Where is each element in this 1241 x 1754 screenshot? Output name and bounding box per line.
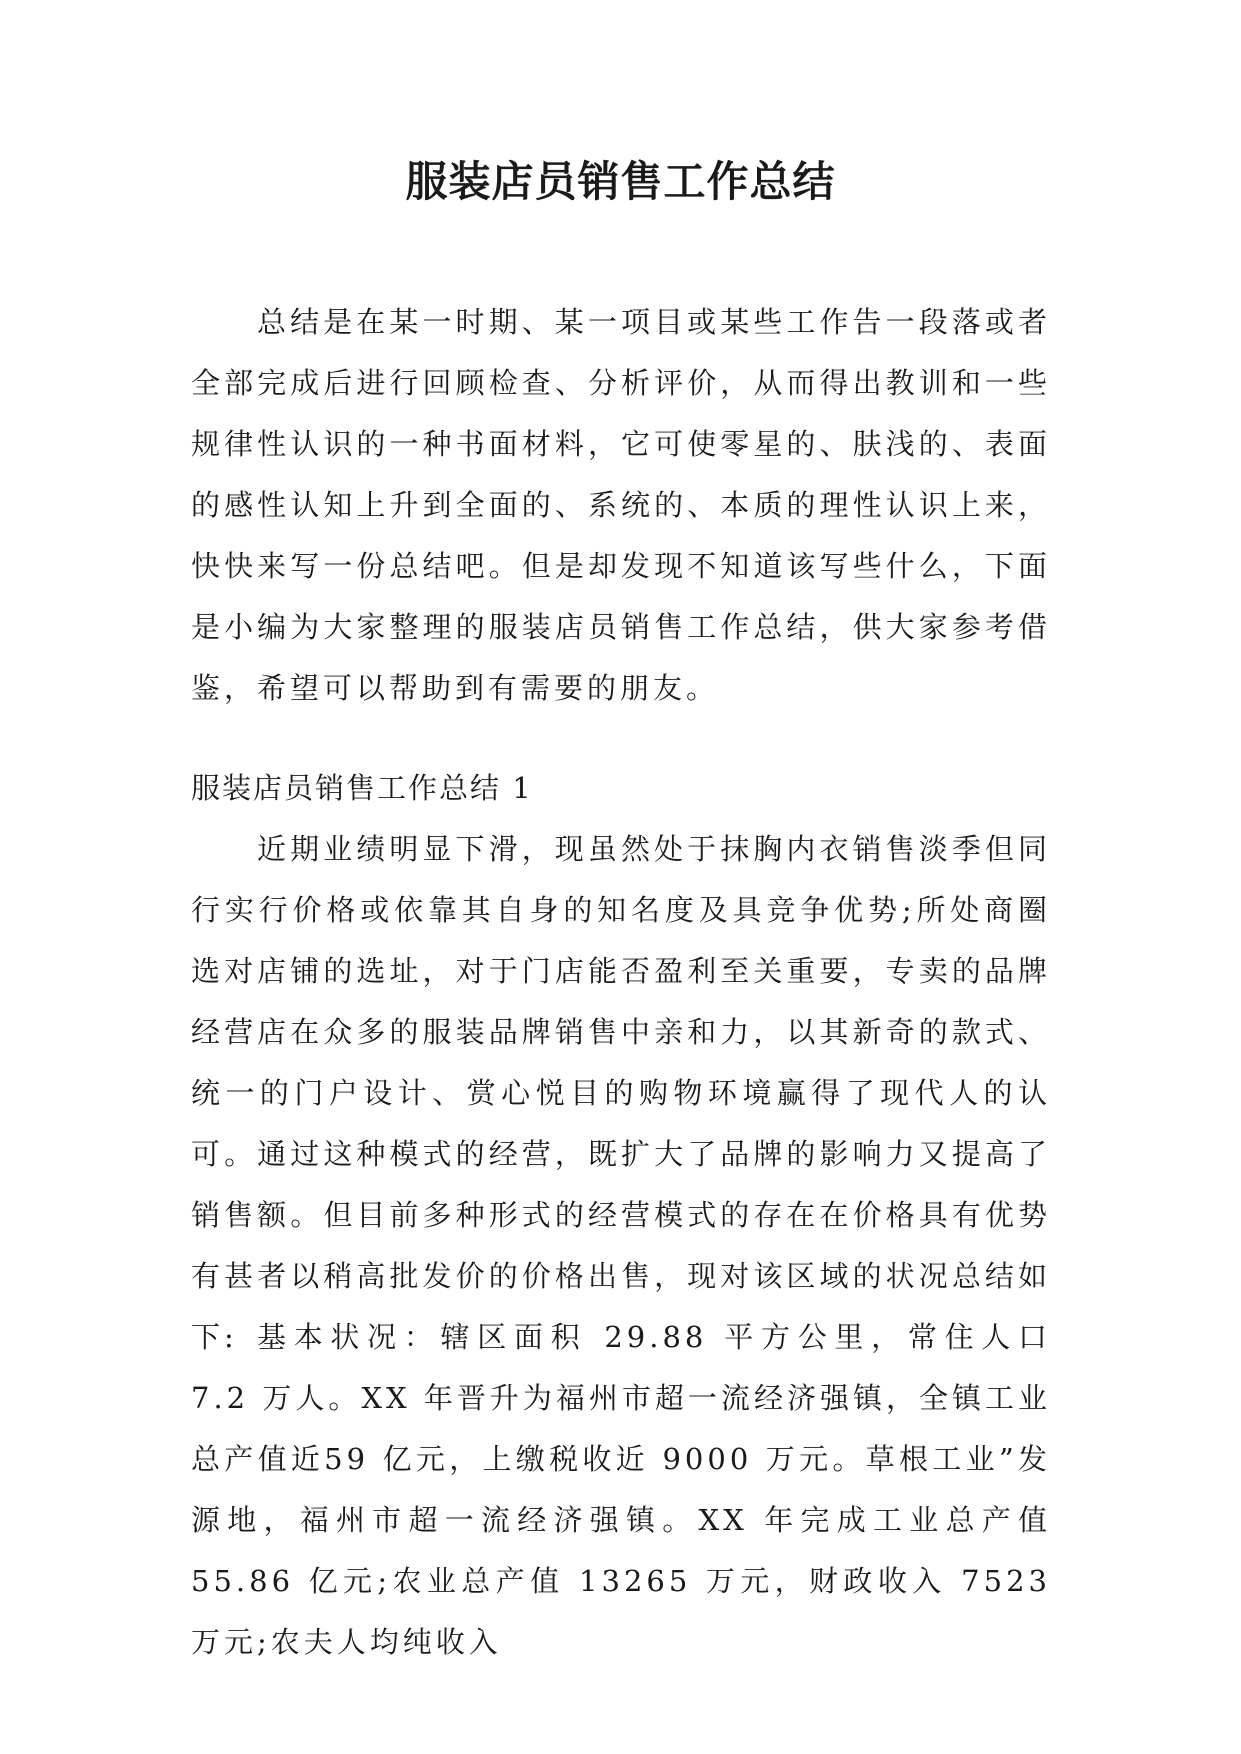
page-title: 服装店员销售工作总结 bbox=[405, 157, 836, 206]
intro-paragraph: 总结是在某一时期、某一项目或某些工作告一段落或者全部完成后进行回顾检查、分析评价，从而得出教训和一些规律性认识的一种书面材料，它可使零星的、肤浅的、表面的感性认知上升到全面的、系统的、本质的理性认识上来，快快来写一份总结吧。但是却发现不知道该写些什么，下面是小编为大家整理的服装店员销售工作总结，供大家参考借鉴，希望可以帮助到有需要的朋友。 bbox=[191, 305, 1051, 705]
section-paragraph-2: 基本状况：辖区面积 29.88 平方公里，常住人口 7.2 万人。XX 年晋升为福州市超一流经济强镇，全镇工业总产值近59 亿元，上缴税收近 9000 万元。草根工业”发源地，福州市超一流经济强镇。XX 年完成工业总产值 55.86 亿元;农业总产值 13265 万元，财政收入 7523 万元;农夫人均纯收入 bbox=[191, 1320, 1051, 1659]
section-paragraph-1: 近期业绩明显下滑，现虽然处于抹胸内衣销售淡季但同行实行价格或依靠其自身的知名度及具竞争优势;所处商圈选对店铺的选址，对于门店能否盈利至关重要，专卖的品牌经营店在众多的服装品牌销售中亲和力，以其新奇的款式、统一的门户设计、赏心悦目的购物环境赢得了现代人的认可。通过这种模式的经营，既扩大了品牌的影响力又提高了销售额。但目前多种形式的经营模式的存在在价格具有优势有甚者以稍高批发价的价格出售，现对该区域的状况总结如下: bbox=[191, 832, 1051, 1354]
section-heading: 服装店员销售工作总结 1 bbox=[191, 771, 533, 805]
